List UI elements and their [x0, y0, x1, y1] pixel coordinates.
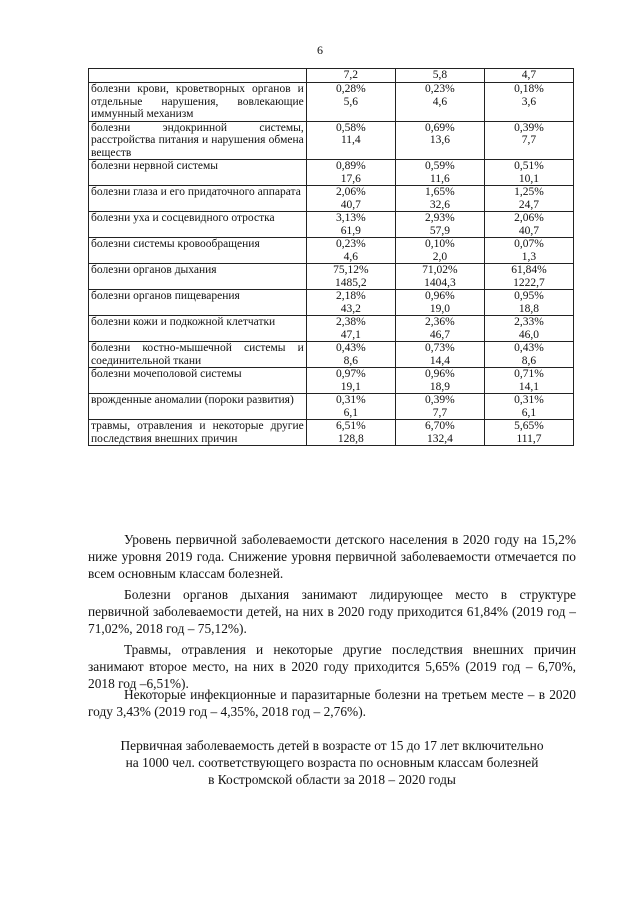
rate-per-1000: 17,6 [340, 172, 361, 185]
rate-per-1000: 6,1 [521, 406, 537, 419]
table-row [89, 186, 574, 212]
rate-per-1000: 14,1 [518, 380, 540, 393]
share-percent: 6,51% [335, 420, 366, 432]
cell-2020 [484, 238, 573, 264]
cell-2018 [306, 290, 395, 316]
table-row [89, 121, 574, 160]
page-number: 6 [317, 43, 323, 57]
table-row [89, 212, 574, 238]
rate-per-1000: 7,7 [432, 406, 448, 419]
rate-per-1000: 11,4 [340, 134, 361, 146]
cell-2019 [395, 186, 484, 212]
rate-per-1000: 43,2 [340, 302, 361, 315]
share-percent: 0,18% [514, 83, 544, 95]
rate-per-1000: 1404,3 [424, 276, 456, 289]
share-percent: 0,58% [335, 121, 366, 134]
cell-2018 [306, 160, 395, 186]
rate-per-1000: 19,1 [340, 380, 361, 393]
cell-2018 [306, 420, 395, 446]
share-percent: 0,59% [425, 160, 455, 172]
rate-per-1000: 13,6 [429, 134, 450, 146]
rate-per-1000: 11,6 [430, 172, 450, 185]
disease-class-label: болезни глаза и его придаточного аппарата [89, 186, 307, 212]
cell-2018 [306, 368, 395, 394]
cell-2020 [484, 290, 573, 316]
rate-per-1000: 132,4 [426, 432, 453, 445]
share-percent: 2,06% [514, 212, 544, 224]
disease-class-label: болезни нервной системы [89, 160, 307, 186]
cell-2020 [484, 264, 573, 290]
share-percent: 2,93% [425, 212, 455, 224]
disease-class-label: болезни мочеполовой системы [89, 368, 307, 394]
share-percent: 0,10% [425, 238, 455, 250]
table-row [89, 420, 574, 446]
section-caption [88, 737, 576, 788]
morbidity-table [88, 68, 574, 446]
share-percent: 3,13% [335, 212, 366, 224]
cell-2018 [306, 342, 395, 368]
caption-line-1: Первичная заболеваемость детей в возрасте от 15 до 17 лет включительно [120, 738, 544, 753]
table-row [89, 342, 574, 368]
cell-2018 [306, 83, 395, 122]
cell-2020 [484, 83, 573, 122]
share-percent: 2,38% [335, 316, 366, 328]
rate-per-1000: 10,1 [518, 172, 540, 185]
cell-2018 [306, 394, 395, 420]
cell-2020 [484, 186, 573, 212]
rate-per-1000: 8,6 [521, 354, 537, 367]
cell-2018 [306, 186, 395, 212]
cell-2020 [484, 160, 573, 186]
table-row [89, 238, 574, 264]
rate-per-1000: 47,1 [340, 328, 361, 341]
cell-2019 [395, 83, 484, 122]
share-percent: 0,28% [335, 83, 366, 95]
disease-class-label: болезни кожи и подкожной клетчатки [89, 316, 307, 342]
table-row [89, 316, 574, 342]
cell-2019 [395, 121, 484, 160]
share-percent: 75,12% [333, 264, 369, 276]
rate-per-1000: 24,7 [518, 198, 540, 211]
cell-2019 [395, 238, 484, 264]
share-percent: 0,39% [514, 121, 544, 134]
cell-2018 [306, 238, 395, 264]
rate-per-1000: 1,3 [521, 250, 537, 263]
share-percent: 2,33% [514, 316, 544, 328]
cell-2019 [395, 342, 484, 368]
rate-per-1000: 32,6 [429, 198, 450, 211]
cell-2020 [484, 342, 573, 368]
rate-per-1000: 57,9 [429, 224, 450, 237]
share-percent: 0,31% [514, 394, 544, 406]
share-percent: 0,69% [425, 121, 455, 134]
share-percent: 0,89% [335, 160, 366, 172]
rate-per-1000: 8,6 [343, 354, 359, 367]
rate-per-1000: 4,6 [343, 250, 359, 263]
share-percent: 6,70% [425, 420, 455, 432]
cell-2019 [395, 290, 484, 316]
paragraph-1: Уровень первичной заболеваемости детского населения в 2020 году на 15,2% ниже уровня 2019 года. Снижение уровня первичной заболеваемости отмечается по всем основным классам болезней. [88, 532, 576, 581]
cell-2018 [306, 316, 395, 342]
caption-line-2: на 1000 чел. соответствующего возраста по основным классам болезней [125, 755, 539, 770]
rate-per-1000: 40,7 [518, 224, 540, 237]
row-label [89, 69, 307, 83]
cell-2020 [484, 212, 573, 238]
share-percent: 0,07% [514, 238, 544, 250]
disease-class-label: врожденные аномалии (пороки развития) [89, 394, 307, 420]
share-percent: 2,18% [335, 290, 366, 302]
share-percent: 2,06% [335, 186, 366, 198]
share-percent: 71,02% [422, 264, 458, 276]
cell-2019 [395, 394, 484, 420]
rate-per-1000: 1485,2 [335, 276, 367, 289]
table-row [89, 394, 574, 420]
rate-per-1000: 18,8 [518, 302, 540, 315]
share-percent: 0,51% [514, 160, 544, 172]
table-row [89, 83, 574, 122]
rate-per-1000: 14,4 [429, 354, 450, 367]
disease-class-label: болезни крови, кроветворных органов и отдельные нарушения, вовлекающие иммунный механизм [89, 83, 307, 122]
share-percent: 1,25% [514, 186, 544, 198]
cell-2020 [484, 368, 573, 394]
share-percent: 1,65% [425, 186, 455, 198]
cell-2020 [484, 394, 573, 420]
disease-class-label: травмы, отравления и некоторые другие последствия внешних причин [89, 420, 307, 446]
cell-2019 [395, 368, 484, 394]
rate-per-1000: 7,7 [521, 134, 537, 146]
cell-2020 [484, 121, 573, 160]
cell-2019 [395, 212, 484, 238]
rate-per-1000: 46,7 [429, 328, 450, 341]
table-row [89, 290, 574, 316]
cell-2020 [484, 420, 573, 446]
caption-line-3: в Костромской области за 2018 – 2020 годы [208, 772, 456, 787]
share-percent: 0,97% [335, 368, 366, 380]
paragraph-4: Некоторые инфекционные и паразитарные болезни на третьем месте – в 2020 году 3,43% (2019 год – 4,35%, 2018 год – 2,76%). [88, 687, 576, 719]
rate-per-1000: 61,9 [340, 224, 361, 237]
cell-2019 [395, 420, 484, 446]
share-percent: 0,31% [335, 394, 366, 406]
share-percent: 0,43% [335, 342, 366, 354]
table-row [89, 368, 574, 394]
cell-2019 [395, 316, 484, 342]
cell-2020 [484, 316, 573, 342]
rate-per-1000: 1222,7 [513, 276, 545, 289]
paragraph-2: Болезни органов дыхания занимают лидирующее место в структуре первичной заболеваемости детей, на них в 2020 году приходится 61,84% (2019 год – 71,02%, 2018 год – 75,12%). [88, 587, 576, 636]
share-percent: 5,65% [514, 420, 544, 432]
rate-per-1000: 18,9 [429, 380, 450, 393]
share-percent: 0,96% [425, 290, 455, 302]
share-percent: 0,23% [425, 83, 455, 95]
rate-per-1000: 5,6 [343, 95, 359, 108]
share-percent: 2,36% [425, 316, 455, 328]
share-percent: 0,96% [425, 368, 455, 380]
rate-per-1000: 111,7 [516, 432, 542, 445]
disease-class-label: болезни системы кровообращения [89, 238, 307, 264]
share-percent: 0,39% [425, 394, 455, 406]
rate-per-1000: 2,0 [432, 250, 448, 263]
cell-2019 [395, 160, 484, 186]
disease-class-label: болезни костно-мышечной системы и соединительной ткани [89, 342, 307, 368]
share-percent: 0,43% [514, 342, 544, 354]
rate-per-1000: 6,1 [343, 406, 359, 419]
disease-class-label: болезни органов пищеварения [89, 290, 307, 316]
paragraph-3: Травмы, отравления и некоторые другие последствия внешних причин занимают второе место, на них в 2020 году приходится 5,65% (2019 год – 6,70%, 2018 год –6,51%). [88, 642, 576, 691]
disease-class-label: болезни органов дыхания [89, 264, 307, 290]
cell-2019: 5,8 [395, 69, 484, 83]
cell-2018 [306, 121, 395, 160]
share-percent: 0,95% [514, 290, 544, 302]
cell-2019 [395, 264, 484, 290]
share-percent: 0,73% [425, 342, 455, 354]
cell-2020: 4,7 [484, 69, 573, 83]
rate-per-1000: 19,0 [429, 302, 450, 315]
rate-per-1000: 3,6 [521, 95, 537, 108]
share-percent: 0,71% [514, 368, 544, 380]
rate-per-1000: 128,8 [337, 432, 364, 445]
rate-per-1000: 46,0 [518, 328, 540, 341]
disease-class-label: болезни эндокринной системы, расстройства питания и нарушения обмена веществ [89, 121, 307, 160]
table-row [89, 160, 574, 186]
disease-class-label: болезни уха и сосцевидного отростка [89, 212, 307, 238]
cell-2018: 7,2 [306, 69, 395, 83]
table-row [89, 264, 574, 290]
table-row-continued [89, 69, 574, 83]
cell-2018 [306, 264, 395, 290]
cell-2018 [306, 212, 395, 238]
rate-per-1000: 4,6 [432, 95, 448, 108]
rate-per-1000: 40,7 [340, 198, 361, 211]
share-percent: 0,23% [335, 238, 366, 250]
share-percent: 61,84% [511, 264, 547, 276]
